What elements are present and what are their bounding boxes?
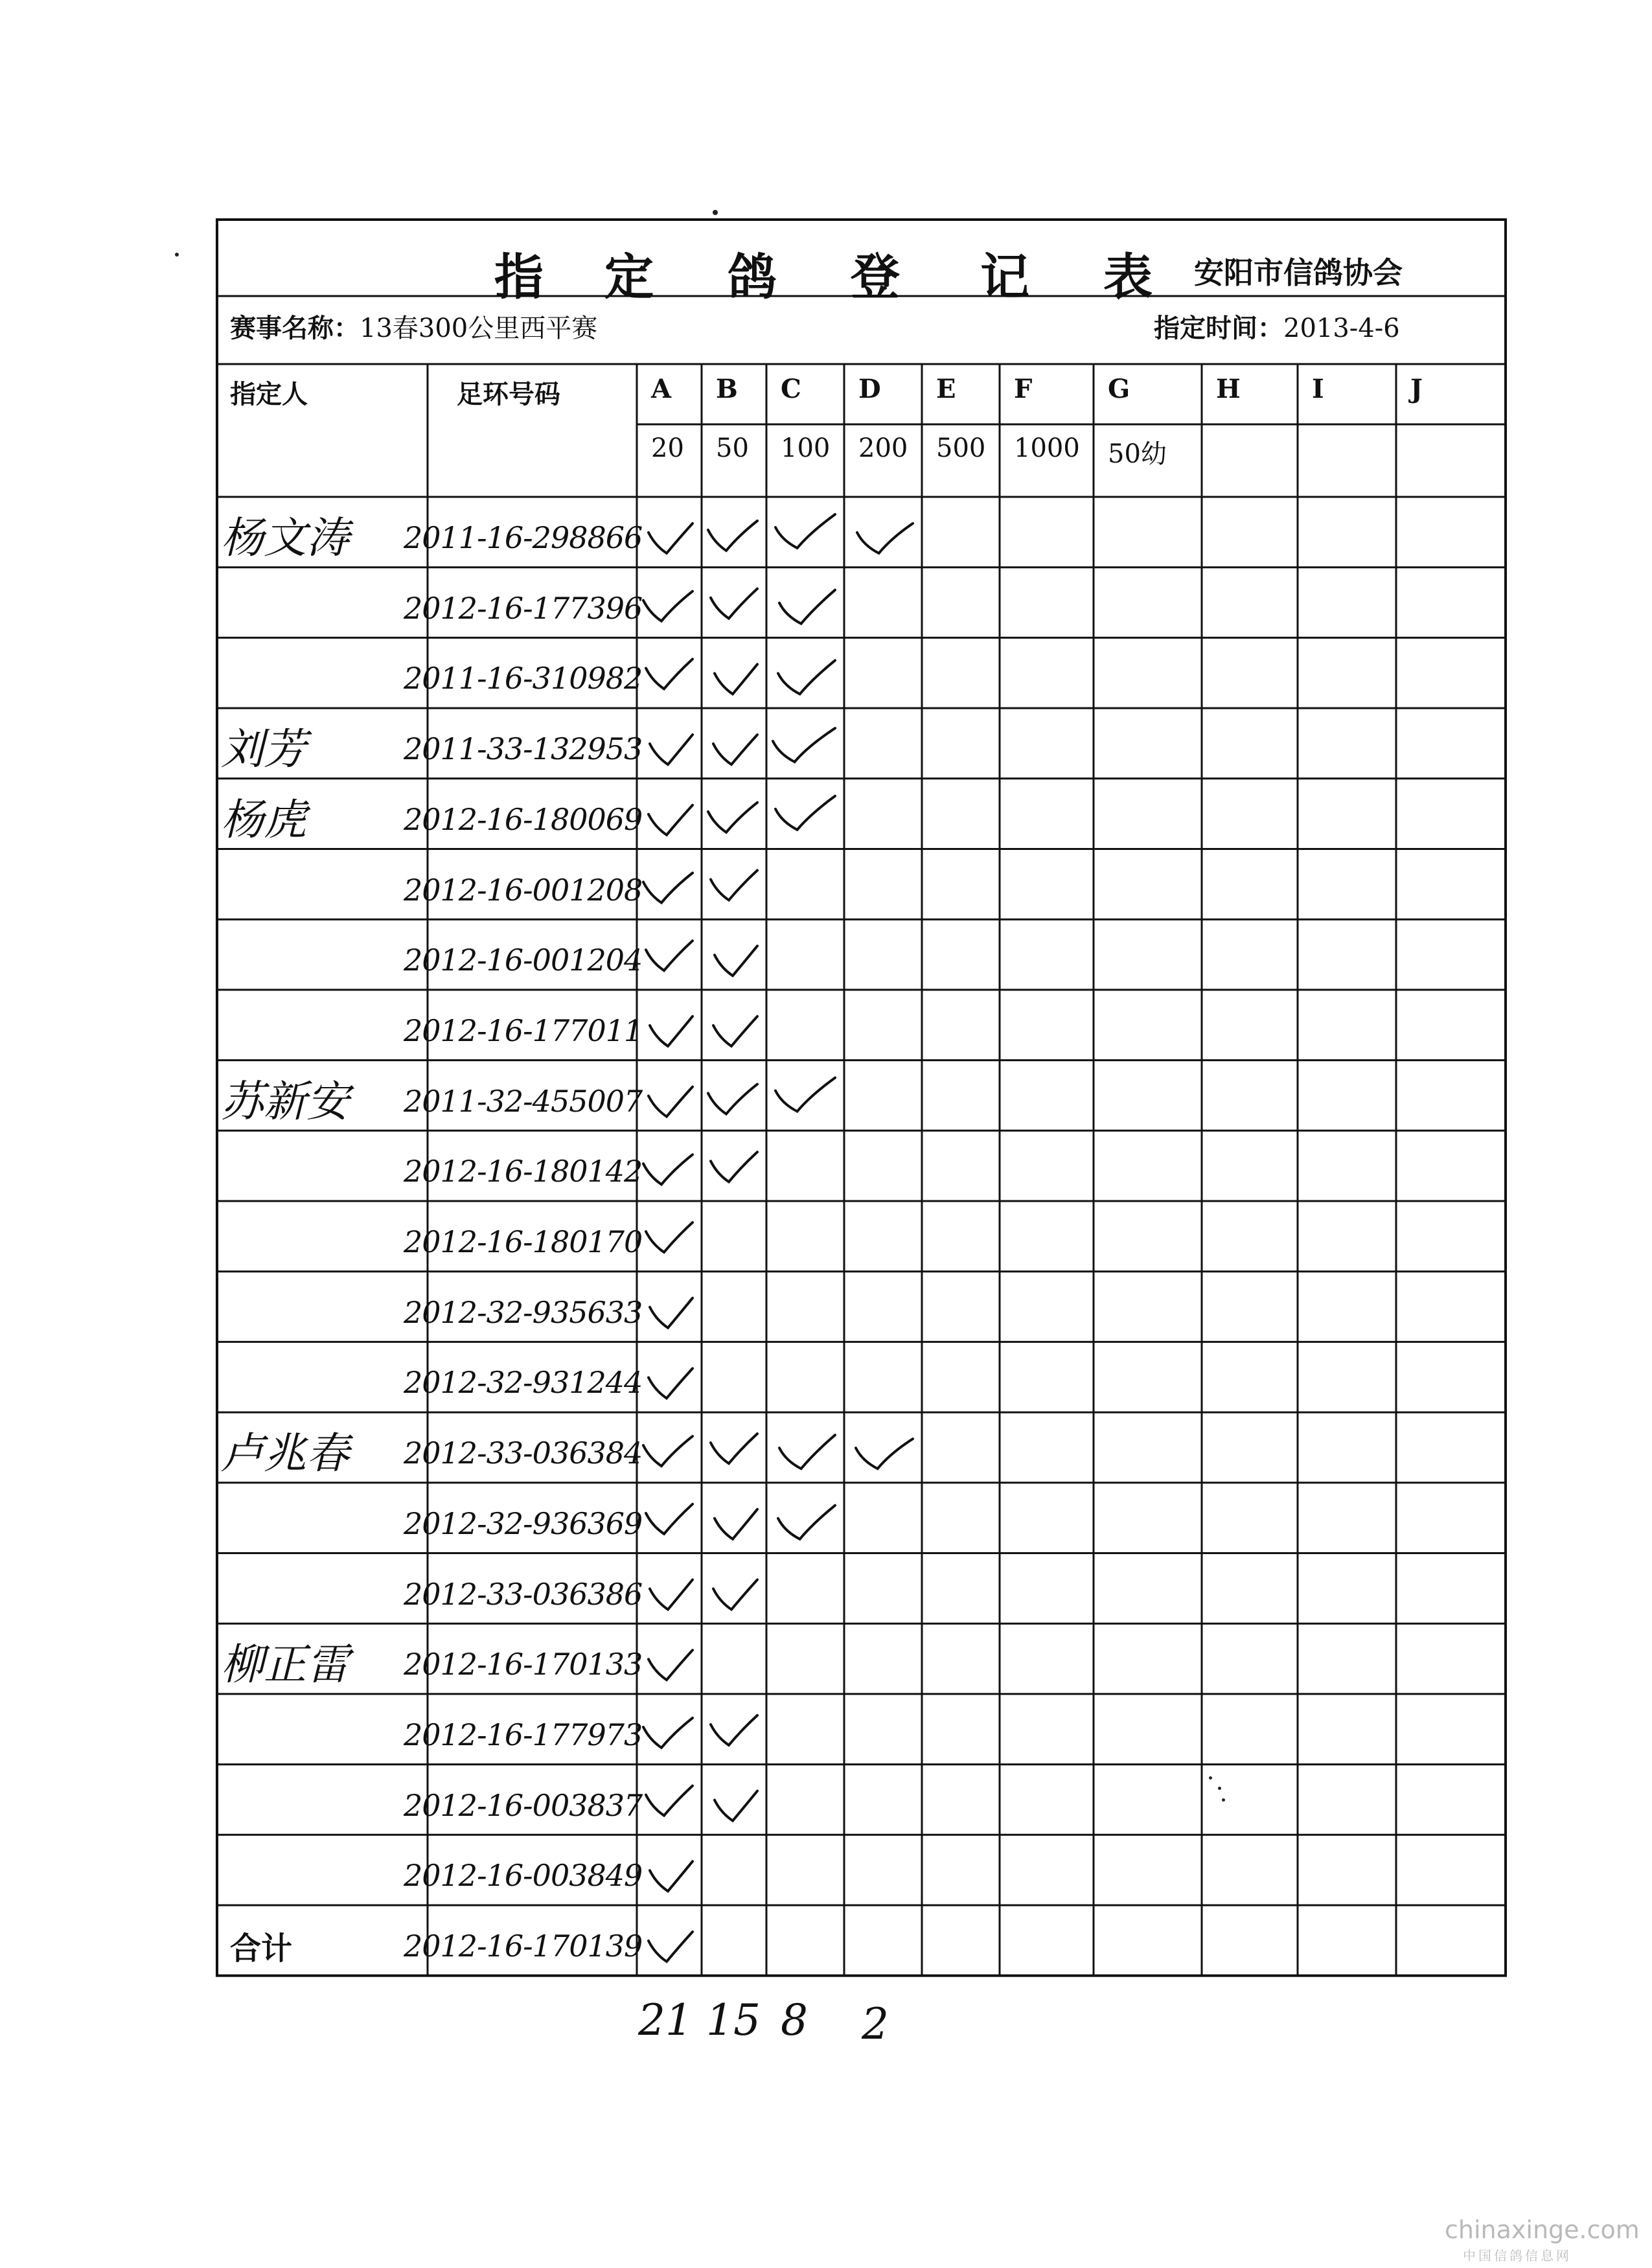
ring-number: 2012-16-177973 (404, 1717, 643, 1752)
date-label: 指定时间： (1154, 314, 1283, 343)
ring-number: 2012-16-177396 (404, 590, 643, 626)
check-mark (778, 1506, 835, 1539)
check-mark (650, 1580, 693, 1610)
column-letter: J (1410, 374, 1423, 404)
check-mark (648, 805, 693, 835)
ring-number: 2012-16-180142 (404, 1154, 643, 1189)
ring-number: 2012-16-170133 (404, 1647, 643, 1682)
registration-form (216, 218, 1507, 1991)
ink-speck (713, 210, 718, 215)
check-mark (650, 1861, 693, 1891)
watermark-subtext: 中国信鸽信息网 (1463, 2248, 1572, 2263)
assigner-name: 杨文涛 (221, 513, 349, 563)
handwritten-totals (0, 1995, 1652, 2047)
event-value: 13春300公里西平赛 (360, 314, 598, 343)
check-mark (779, 590, 835, 624)
check-mark (646, 1222, 693, 1252)
ink-speck (175, 253, 179, 257)
check-mark (711, 871, 757, 900)
ring-number: 2012-16-170139 (404, 1929, 643, 1964)
check-mark (646, 941, 693, 970)
check-mark (715, 1509, 757, 1539)
column-amount: 50幼 (1108, 439, 1167, 469)
check-mark (650, 1298, 693, 1328)
check-mark (650, 1016, 693, 1046)
ring-number: 2012-16-001204 (404, 943, 643, 978)
check-mark (711, 1152, 757, 1182)
check-mark (650, 735, 693, 764)
check-mark (713, 1016, 757, 1046)
ring-number: 2012-16-177011 (404, 1013, 643, 1048)
title-char: 定 (604, 248, 654, 306)
column-total: 21 (638, 1995, 693, 2045)
ring-number: 2012-33-036386 (404, 1576, 643, 1612)
check-mark (775, 1078, 835, 1112)
check-mark (648, 523, 693, 553)
check-mark (715, 664, 757, 694)
column-total: 15 (706, 1995, 761, 2045)
check-mark (646, 1504, 693, 1534)
column-total: 8 (781, 1995, 808, 2045)
ring-number: 2012-16-003837 (404, 1787, 643, 1823)
title-char: 记 (980, 248, 1029, 306)
check-mark (856, 1439, 913, 1469)
check-mark (648, 1932, 693, 1962)
assigner-name: 杨虎 (221, 794, 306, 845)
check-mark (713, 735, 757, 764)
ring-number: 2012-33-036384 (404, 1436, 643, 1471)
check-mark (775, 514, 835, 548)
check-mark (857, 523, 913, 553)
header-ring: 足环号码 (457, 380, 560, 409)
column-letter: F (1014, 374, 1033, 404)
association-name: 安阳市信鸽协会 (1194, 255, 1403, 290)
check-mark (646, 659, 693, 689)
check-mark (778, 660, 835, 694)
column-amount: 50 (716, 433, 749, 463)
column-letter: G (1108, 374, 1130, 404)
ring-number: 2011-16-310982 (404, 661, 643, 696)
ring-number: 2012-16-003849 (404, 1858, 643, 1894)
column-amount: 100 (781, 433, 831, 463)
event-name (230, 308, 597, 345)
ring-number: 2012-32-936369 (404, 1506, 643, 1541)
title-char: 表 (1103, 248, 1153, 306)
assigner-name: 卢兆春 (221, 1428, 349, 1479)
header-person: 指定人 (230, 380, 308, 409)
column-amount: 1000 (1014, 433, 1080, 463)
designation-date (1154, 308, 1400, 345)
column-letter: D (858, 374, 881, 404)
ring-number: 2012-16-180170 (404, 1224, 643, 1259)
title-char: 指 (494, 248, 544, 306)
ring-number: 2012-32-931244 (404, 1365, 643, 1401)
column-letter: C (781, 374, 801, 404)
ring-number: 2012-32-935633 (404, 1294, 643, 1330)
check-mark (779, 1435, 835, 1469)
assigner-name: 刘芳 (221, 724, 306, 775)
column-amount: 20 (651, 433, 684, 463)
check-mark (646, 1786, 693, 1816)
check-mark (648, 1368, 693, 1398)
event-label: 赛事名称： (230, 314, 360, 343)
column-letter: I (1312, 374, 1324, 404)
column-letter: E (936, 374, 956, 404)
check-mark (773, 728, 835, 762)
column-letter: B (716, 374, 738, 404)
check-mark (643, 1154, 693, 1184)
title-char: 鸽 (728, 248, 777, 306)
total-label: 合计 (230, 1930, 293, 1967)
assigner-name: 柳正雷 (221, 1640, 349, 1690)
check-mark (708, 1084, 757, 1114)
check-mark (711, 589, 757, 619)
check-mark (648, 1087, 693, 1117)
check-mark (775, 796, 835, 830)
ink-speck (1209, 1776, 1212, 1780)
check-mark (711, 1434, 757, 1463)
ring-number: 2011-33-132953 (404, 731, 643, 767)
column-amount: 500 (936, 433, 986, 463)
check-mark (643, 1718, 693, 1748)
ring-number: 2011-16-298866 (404, 520, 643, 555)
check-mark (643, 591, 693, 621)
assigner-name: 苏新安 (221, 1076, 349, 1127)
column-letter: A (651, 374, 672, 404)
watermark-text: chinaxinge.com (1445, 2216, 1640, 2244)
check-mark (715, 1791, 757, 1821)
check-mark (708, 803, 757, 832)
date-value: 2013-4-6 (1283, 314, 1400, 343)
check-mark (715, 946, 757, 976)
check-mark (648, 1650, 693, 1680)
check-mark (643, 1436, 693, 1466)
column-amount: 200 (858, 433, 908, 463)
ring-number: 2012-16-001208 (404, 872, 643, 908)
ink-speck (1222, 1798, 1225, 1802)
ink-speck (1218, 1787, 1221, 1790)
check-mark (643, 873, 693, 903)
column-total: 2 (862, 1999, 889, 2049)
title-char: 登 (851, 248, 900, 306)
check-mark (711, 1715, 757, 1745)
check-mark (713, 1580, 757, 1610)
ring-number: 2011-32-455007 (404, 1083, 643, 1119)
column-letter: H (1216, 374, 1241, 404)
ring-number: 2012-16-180069 (404, 801, 643, 837)
check-mark (708, 521, 757, 551)
